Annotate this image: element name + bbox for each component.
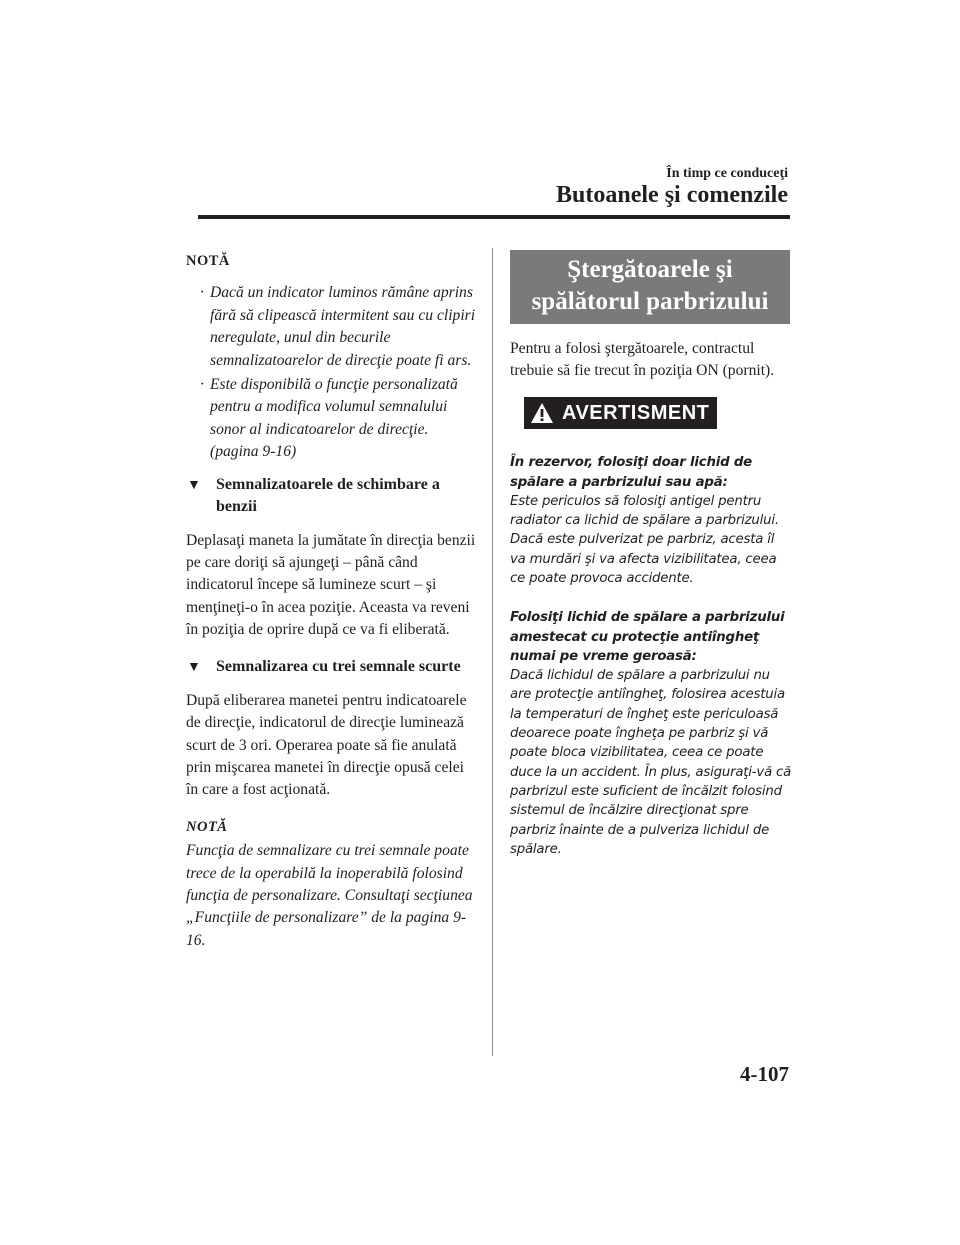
note-item bbox=[186, 374, 476, 464]
warning-block bbox=[510, 453, 792, 588]
note-list bbox=[186, 282, 476, 463]
intro-paragraph: Pentru a folosi ştergătoarele, contractul trebuie să fie trecut în poziţia ON (pornit). bbox=[510, 340, 775, 380]
note-item-text: Este disponibilă o funcţie personalizată pentru a modifica volumul semnalului sonor al indicatoarelor de direcţie. (pagina 9-16) bbox=[210, 376, 458, 461]
note-item-text: Dacă un indicator luminos rămâne aprins fără să clipească intermitent sau cu clipiri neregulate, unul din becurile semnalizatoarelor de direcţie poate fi ars. bbox=[210, 284, 476, 369]
warning-block bbox=[510, 608, 792, 859]
page-number: 4-107 bbox=[740, 1062, 789, 1086]
section-title-box: Ştergătoarele şi spălătorul parbrizului bbox=[510, 250, 790, 324]
warning-block-title: Folosiţi lichid de spălare a parbrizului amestecat cu protecţie antiîngheţ numai pe vreme geroasă: bbox=[510, 610, 785, 664]
paragraph-triple-flash: După eliberarea manetei pentru indicatoarele de direcţie, indicatorul de direcţie luminează scurt de 3 ori. Operarea poate să fie anulată prin mişcarea manetei în direcţie opusă celei în care a fost acţionată. bbox=[186, 691, 467, 799]
note-item bbox=[186, 282, 476, 372]
warning-label bbox=[524, 397, 717, 429]
warning-block-title: În rezervor, folosiţi doar lichid de spălare a parbrizului sau apă: bbox=[510, 455, 752, 490]
right-column bbox=[510, 250, 792, 879]
left-column bbox=[186, 250, 476, 952]
header-chapter-title: Butoanele şi comenzile bbox=[556, 182, 788, 208]
warning-label-wrapper bbox=[524, 397, 792, 431]
note-text: Funcţia de semnalizare cu trei semnale poate trece de la operabilă la inoperabilă folosind funcţia de personalizare. Consultaţi secţiunea „Funcţiile de personalizare” de la pagina 9-16. bbox=[186, 842, 473, 949]
subsection-heading-text: Semnalizarea cu trei semnale scurte bbox=[216, 657, 461, 675]
triangle-down-icon: ▼ bbox=[187, 477, 201, 493]
header-section-label: În timp ce conduceţi bbox=[666, 166, 788, 181]
triangle-down-icon: ▼ bbox=[187, 659, 201, 675]
warning-text bbox=[510, 453, 792, 859]
bullet-dot-icon: · bbox=[200, 284, 204, 302]
warning-label-text: AVERTISMENT bbox=[562, 401, 710, 424]
note-title: NOTĂ bbox=[186, 818, 228, 835]
header-rule bbox=[198, 215, 790, 219]
bullet-dot-icon: · bbox=[200, 376, 204, 394]
note-title: NOTĂ bbox=[186, 253, 230, 269]
column-divider bbox=[492, 248, 493, 1056]
subsection-heading-text: Semnalizatoarele de schimbare a benzii bbox=[216, 475, 440, 515]
warning-block-text: Este periculos să folosiţi antigel pentru radiator ca lichid de spălare a parbrizului. Dacă este pulverizat pe parbriz, acesta îl va murdări şi va afecta vizibilitatea, ceea ce poate provoca accidente. bbox=[510, 493, 779, 586]
warning-triangle-icon bbox=[530, 402, 554, 424]
subsection-heading-triple-flash bbox=[186, 656, 476, 678]
subsection-heading-lane-change bbox=[186, 474, 476, 518]
warning-block-text: Dacă lichidul de spălare a parbrizului nu are protecţie antiîngheţ, folosirea acestuia la temperaturi de îngheţ este periculoasă deoarece poate îngheţa pe parbriz şi vă poate bloca vizibilitatea, ceea ce poate duce la un accident. În plus, asiguraţi-vă că parbrizul este suficient de încălzit folosind sistemul de încălzire direcţionat spre parbriz înainte de a pulveriza lichidul de spălare. bbox=[510, 668, 792, 857]
paragraph-lane-change: Deplasaţi maneta la jumătate în direcţia benzii pe care doriţi să ajungeţi – până când indicatorul începe să lumineze scurt – şi menţineţi-o în acea poziţie. Aceasta va reveni în poziţia de oprire după ce va fi eliberată. bbox=[186, 531, 476, 639]
